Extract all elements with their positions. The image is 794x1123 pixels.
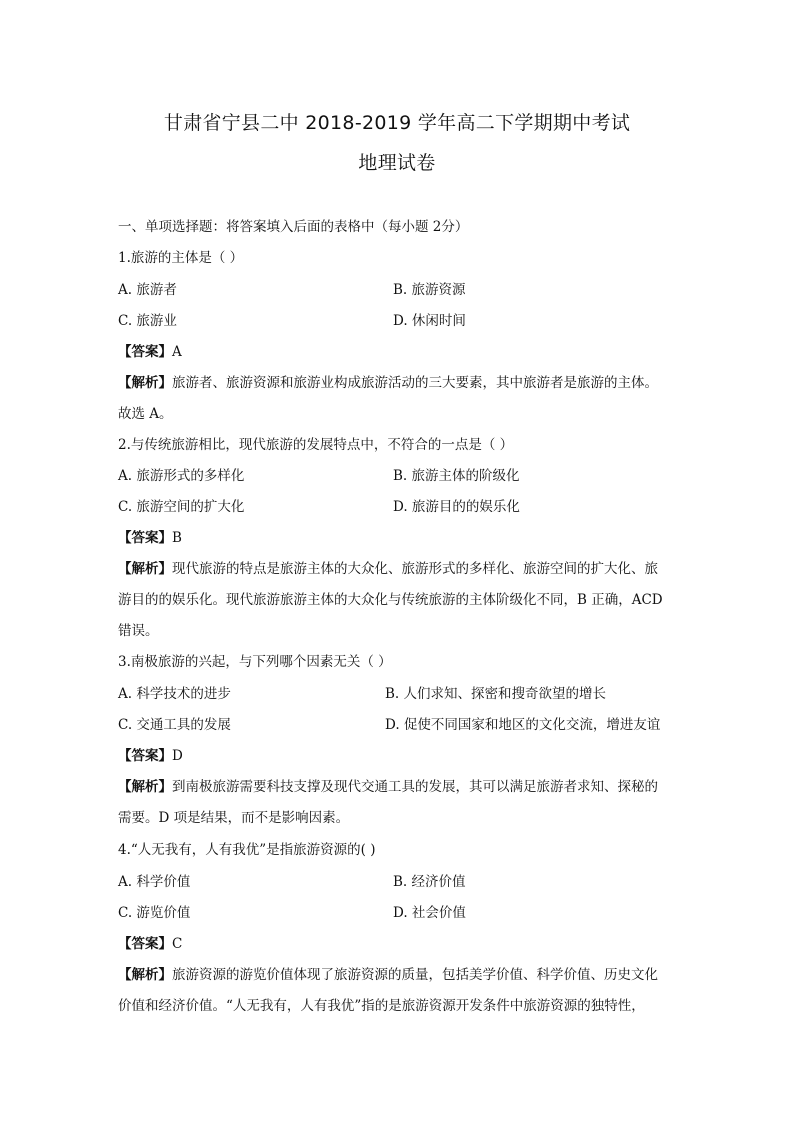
analysis-text: 到南极旅游需要科技支撑及现代交通工具的发展，其可以满足旅游者求知、探秘的 (172, 779, 658, 795)
question-1-answer (118, 343, 182, 361)
analysis-text: 旅游者、旅游资源和旅游业构成旅游活动的三大要素，其中旅游者是旅游的主体。 (172, 375, 658, 391)
question-3-analysis-line-1 (118, 778, 658, 796)
answer-tag: 【答案】 (118, 936, 172, 952)
question-1-option-d: D. 休闲时间 (393, 313, 466, 329)
question-4-option-a: A. 科学价值 (118, 874, 191, 890)
answer-value: D (172, 748, 183, 764)
question-3-analysis-line-2: 需要。D 项是结果，而不是影响因素。 (118, 810, 350, 826)
question-4-analysis-line-2: 价值和经济价值。“人无我有，人有我优”指的是旅游资源开发条件中旅游资源的独特性， (118, 998, 645, 1014)
section-heading: 一、单项选择题：将答案填入后面的表格中（每小题 2分） (118, 219, 469, 235)
answer-tag: 【答案】 (118, 748, 172, 764)
question-2-answer (118, 529, 182, 547)
question-1-option-b: B. 旅游资源 (393, 282, 466, 298)
question-3-option-d: D. 促使不同国家和地区的文化交流，增进友谊 (385, 717, 661, 733)
question-3-option-c: C. 交通工具的发展 (118, 717, 231, 733)
analysis-tag: 【解析】 (118, 375, 172, 391)
question-2-analysis-line-1 (118, 560, 658, 578)
answer-value: B (172, 530, 182, 546)
question-2-option-b: B. 旅游主体的阶级化 (393, 468, 520, 484)
analysis-tag: 【解析】 (118, 561, 172, 577)
question-4-stem: 4.“人无我有，人有我优”是指旅游资源的( ) (118, 842, 376, 858)
page-title: 甘肃省宁县二中 2018-2019 学年高二下学期期中考试 (163, 112, 631, 134)
question-1-stem: 1.旅游的主体是（ ） (118, 250, 244, 266)
question-3-answer (118, 747, 183, 765)
question-2-analysis-line-2: 游目的的娱乐化。现代旅游旅游主体的大众化与传统旅游的主体阶级化不同，B 正确，ACD (118, 592, 663, 608)
question-2-stem: 2.与传统旅游相比，现代旅游的发展特点中，不符合的一点是（ ） (118, 437, 514, 453)
question-1-option-c: C. 旅游业 (118, 313, 177, 329)
page-subtitle: 地理试卷 (358, 152, 436, 174)
question-3-option-a: A. 科学技术的进步 (118, 686, 231, 702)
analysis-tag: 【解析】 (118, 967, 172, 983)
answer-tag: 【答案】 (118, 530, 172, 546)
question-1-option-a: A. 旅游者 (118, 282, 177, 298)
answer-tag: 【答案】 (118, 344, 172, 360)
answer-value: A (172, 344, 182, 360)
question-4-option-c: C. 游览价值 (118, 905, 191, 921)
question-4-option-b: B. 经济价值 (393, 874, 466, 890)
question-2-option-a: A. 旅游形式的多样化 (118, 468, 245, 484)
question-2-option-c: C. 旅游空间的扩大化 (118, 499, 245, 515)
answer-value: C (172, 936, 183, 952)
question-4-analysis-line-1 (118, 966, 658, 984)
analysis-text: 现代旅游的特点是旅游主体的大众化、旅游形式的多样化、旅游空间的扩大化、旅 (172, 561, 658, 577)
analysis-tag: 【解析】 (118, 779, 172, 795)
analysis-text: 旅游资源的游览价值体现了旅游资源的质量，包括美学价值、科学价值、历史文化 (172, 967, 658, 983)
question-4-answer (118, 935, 182, 953)
question-1-analysis-line-1 (118, 374, 658, 392)
question-3-option-b: B. 人们求知、探密和搜奇欲望的增长 (385, 686, 607, 702)
question-4-option-d: D. 社会价值 (393, 905, 466, 921)
question-3-stem: 3.南极旅游的兴起，与下列哪个因素无关（ ） (118, 654, 392, 670)
question-2-option-d: D. 旅游目的的娱乐化 (393, 499, 520, 515)
question-1-analysis-line-2: 故选 A。 (118, 406, 173, 422)
question-2-analysis-line-3: 错误。 (118, 623, 159, 639)
